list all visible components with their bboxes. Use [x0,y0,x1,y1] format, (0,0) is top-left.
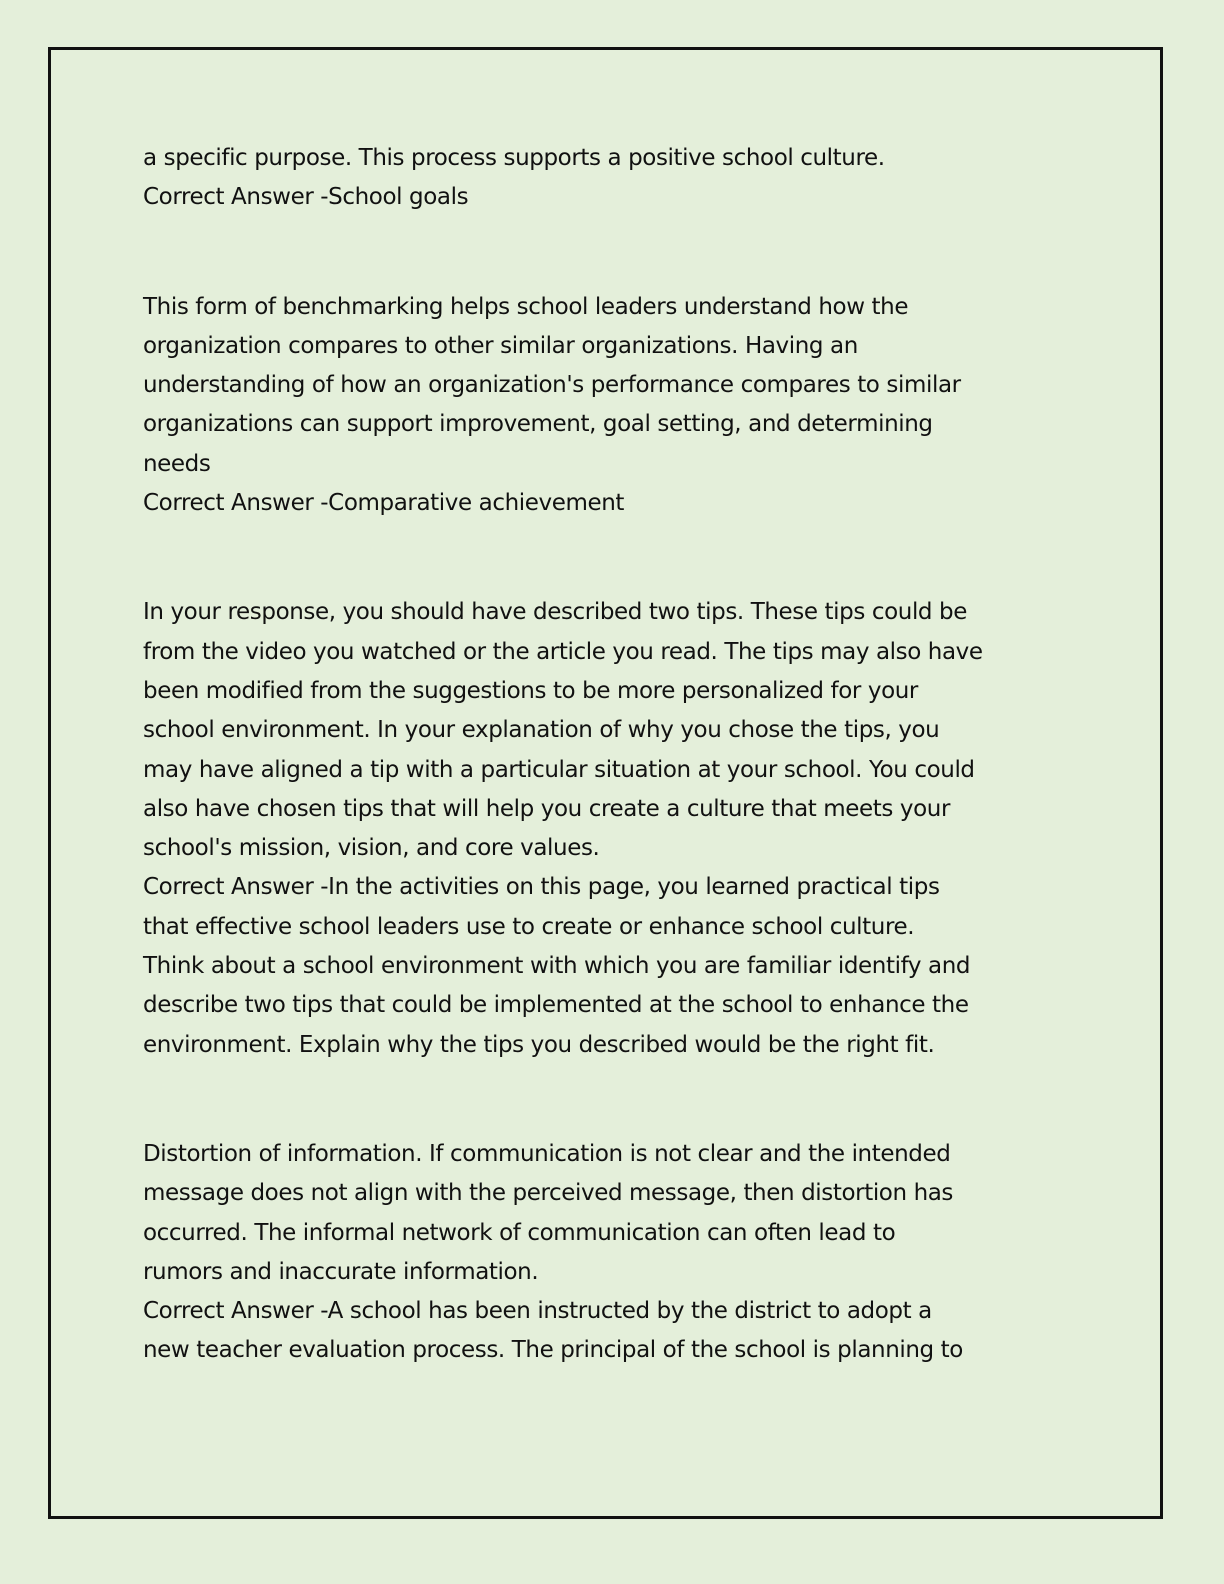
answer-text [143,178,1088,217]
question-text [143,288,1088,484]
answer-text [143,1292,1088,1371]
text-line: environment. Explain why the tips you described would be the right fit. [143,1031,935,1058]
qa-block-4 [143,1135,1088,1371]
text-line: a specific purpose. This process supports a positive school culture. [143,145,885,171]
text-line: school's mission, vision, and core values. [143,835,600,862]
answer-text [143,484,1088,523]
qa-block-2 [143,288,1088,524]
text-line: Correct Answer -In the activities on this page, you learned practical tips [143,874,940,901]
text-line: understanding of how an organization's performance compares to similar [143,372,961,399]
text-line: been modified from the suggestions to be more personalized for your [143,677,918,704]
text-line: school environment. In your explanation of why you chose the tips, you [143,717,940,744]
document-body [143,139,1088,1441]
qa-block-1 [143,139,1088,218]
text-line: rumors and inaccurate information. [143,1258,539,1285]
text-line: Correct Answer -School goals [143,184,469,211]
qa-block-3 [143,593,1088,1065]
question-text [143,139,1088,178]
text-line: also have chosen tips that will help you create a culture that meets your [143,795,951,822]
text-line: needs [143,450,211,477]
question-text [143,593,1088,868]
question-text [143,1135,1088,1292]
text-line: In your response, you should have described two tips. These tips could be [143,599,967,626]
text-line: Correct Answer -Comparative achievement [143,490,625,517]
text-line: Distortion of information. If communication is not clear and the intended [143,1140,951,1167]
text-line: may have aligned a tip with a particular situation at your school. You could [143,756,975,783]
text-line: new teacher evaluation process. The principal of the school is planning to [143,1337,963,1364]
text-line: message does not align with the perceived message, then distortion has [143,1180,954,1207]
answer-text [143,868,1088,1064]
text-line: describe two tips that could be implemented at the school to enhance the [143,992,969,1019]
text-line: from the video you watched or the article you read. The tips may also have [143,638,983,665]
text-line: organization compares to other similar organizations. Having an [143,332,858,359]
text-line: organizations can support improvement, goal setting, and determining [143,411,933,438]
text-line: Correct Answer -A school has been instructed by the district to adopt a [143,1298,932,1325]
text-line: Think about a school environment with which you are familiar identify and [143,953,971,980]
text-line: This form of benchmarking helps school leaders understand how the [143,293,909,320]
text-line: occurred. The informal network of communication can often lead to [143,1219,896,1246]
text-line: that effective school leaders use to create or enhance school culture. [143,913,915,940]
